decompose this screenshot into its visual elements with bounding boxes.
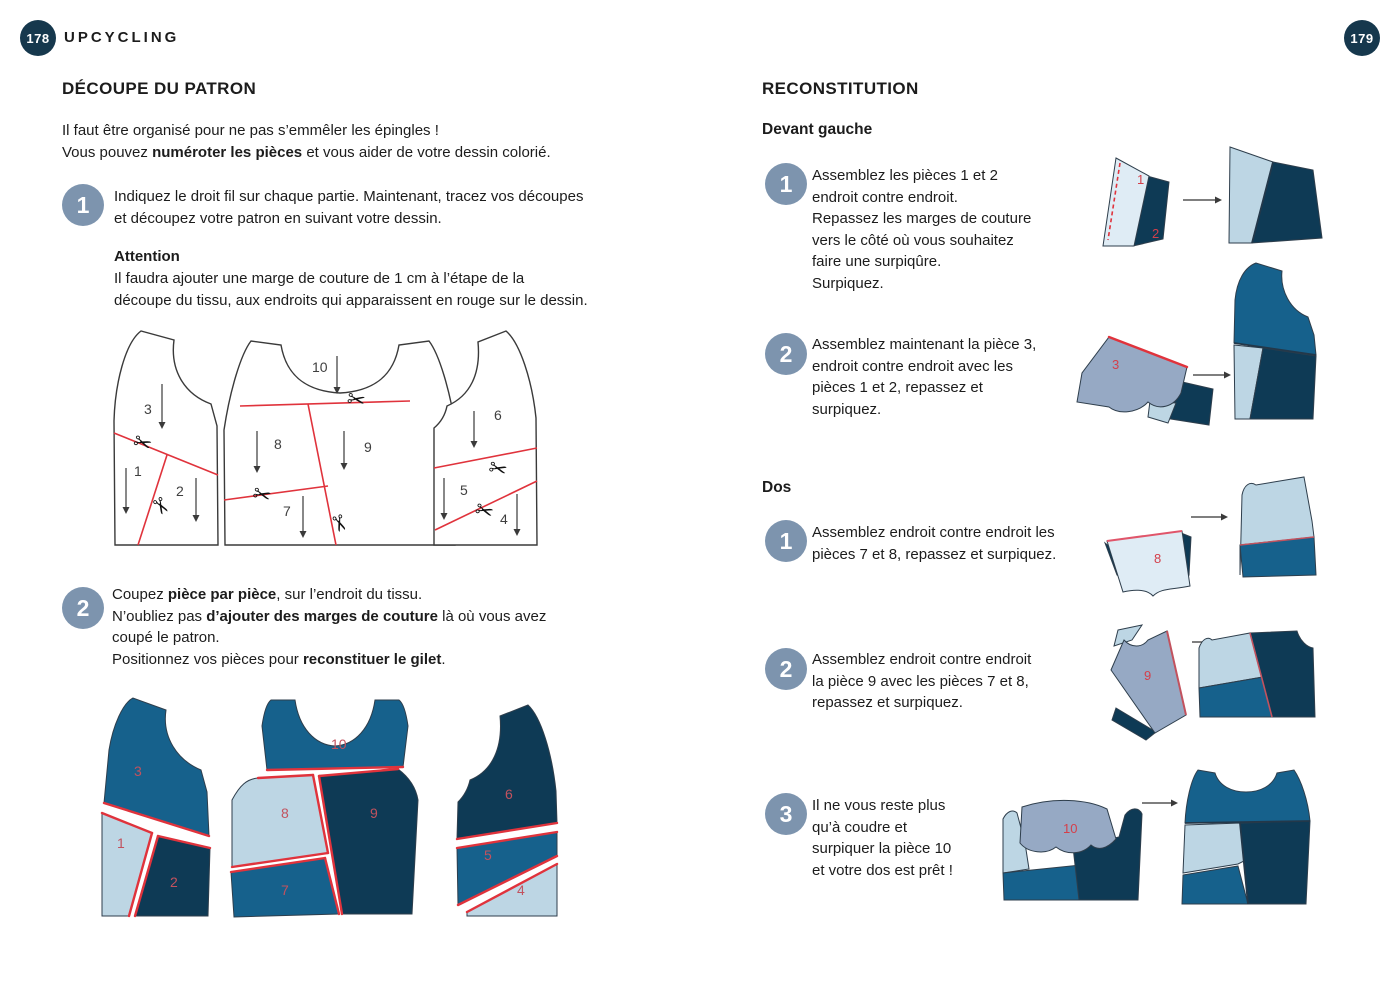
book-title: UPCYCLING	[64, 29, 180, 46]
svg-text:9: 9	[1144, 668, 1152, 683]
arrow-icon	[1191, 514, 1228, 521]
step-number-badge: 1	[765, 520, 807, 562]
svg-text:3: 3	[144, 401, 152, 417]
svg-text:4: 4	[517, 882, 525, 898]
svg-text:5: 5	[460, 482, 468, 498]
step-text: Assemblez endroit contre endroit les pièces 7 et 8, repassez et surpiquez.	[812, 524, 1057, 563]
svg-text:1: 1	[134, 463, 142, 479]
scissors-icon: ✂	[471, 496, 497, 526]
step-text: Indiquez le droit fil sur chaque partie. Maintenant, tracez vos découpes et découpez votre patron en suivant votre dessin.	[114, 188, 584, 227]
page-number-right: 179	[1344, 20, 1380, 56]
step-text: Assemblez maintenant la pièce 3, endroit contre endroit avec les pièces 1 et 2, repassez et surpiquez.	[812, 336, 1037, 418]
step-number-badge: 3	[765, 793, 807, 835]
step-text: Il ne vous reste plus qu’à coudre et surpiquer la pièce 10 et votre dos est prêt !	[812, 797, 953, 879]
back-step2-diagram	[1100, 622, 1328, 750]
svg-text:2: 2	[1152, 226, 1160, 241]
step-number-badge: 2	[62, 587, 104, 629]
scissors-icon: ✂	[345, 385, 368, 414]
arrow-icon	[1142, 800, 1178, 807]
svg-text:1: 1	[1137, 172, 1145, 187]
section-heading-back: Dos	[762, 479, 792, 496]
svg-text:8: 8	[281, 805, 289, 821]
scissors-icon: ✂	[129, 428, 156, 458]
svg-text:8: 8	[274, 436, 282, 452]
piece-8-assembled	[1183, 823, 1244, 873]
attention-title: Attention	[114, 248, 180, 265]
arrow-icon	[1183, 197, 1222, 204]
front-step2-diagram	[1062, 255, 1324, 430]
piece-8-under	[1114, 625, 1142, 646]
step-number-badge: 1	[765, 163, 807, 205]
svg-text:1: 1	[117, 835, 125, 851]
svg-text:2: 2	[170, 874, 178, 890]
right-page-title: RECONSTITUTION	[762, 79, 919, 98]
scissors-icon: ✂	[485, 454, 511, 484]
back-step3-diagram	[995, 757, 1325, 909]
svg-text:9: 9	[364, 439, 372, 455]
colored-pieces-diagram	[95, 690, 567, 918]
piece-8-folded	[1107, 531, 1190, 596]
piece-3-folded	[1077, 337, 1187, 412]
piece-10-assembled	[1185, 770, 1310, 823]
svg-text:2: 2	[176, 483, 184, 499]
section-heading-front: Devant gauche	[762, 121, 873, 138]
svg-text:9: 9	[370, 805, 378, 821]
svg-text:3: 3	[1112, 357, 1120, 372]
step-number-badge: 1	[62, 184, 104, 226]
svg-text:10: 10	[1063, 821, 1078, 836]
step-number-badge: 2	[765, 648, 807, 690]
step-text: Assemblez les pièces 1 et 2 endroit contre endroit. Repassez les marges de couture vers le côté où vous souhaitez faire une surpiqûre. Surpiquez.	[812, 167, 1032, 292]
back-step1-diagram	[1093, 473, 1330, 608]
svg-text:5: 5	[484, 847, 492, 863]
piece-9-assembled	[1240, 821, 1310, 904]
page-number-left: 178	[20, 20, 56, 56]
svg-text:4: 4	[500, 511, 508, 527]
piece-3	[104, 698, 209, 836]
svg-text:7: 7	[283, 503, 291, 519]
svg-text:3: 3	[134, 763, 142, 779]
piece-3-assembled	[1234, 263, 1316, 355]
step-number-badge: 2	[765, 333, 807, 375]
piece-6	[457, 705, 557, 839]
scissors-icon: ✂	[324, 510, 354, 537]
pattern-cutting-diagram	[100, 318, 580, 548]
svg-text:6: 6	[505, 786, 513, 802]
scissors-icon: ✂	[249, 480, 275, 510]
step-text: Coupez pièce par pièce, sur l’endroit du tissu. N’oubliez pas d’ajouter des marges de couture là où vous avez coupé le patron. Positionnez vos pièces pour reconstituer le gilet.	[112, 586, 547, 668]
svg-text:8: 8	[1154, 551, 1162, 566]
intro-line: Il faut être organisé pour ne pas s’emmêler les épingles !	[62, 122, 439, 139]
attention-text: Il faudra ajouter une marge de couture de 1 cm à l’étape de la découpe du tissu, aux endroits qui apparaissent en rouge sur le dessin.	[114, 270, 588, 309]
svg-text:7: 7	[281, 882, 289, 898]
svg-text:10: 10	[312, 359, 328, 375]
arrow-icon	[1193, 372, 1231, 379]
front-step1-diagram	[1085, 142, 1330, 252]
intro-paragraph	[62, 120, 551, 163]
left-page-title: DÉCOUPE DU PATRON	[62, 79, 257, 98]
svg-text:6: 6	[494, 407, 502, 423]
intro-line: Vous pouvez numéroter les pièces et vous aider de votre dessin colorié.	[62, 143, 551, 161]
scissors-icon: ✂	[145, 492, 176, 521]
piece-10	[262, 700, 408, 770]
step-text: Assemblez endroit contre endroit la pièce 9 avec les pièces 7 et 8, repassez et surpiquez.	[812, 651, 1032, 711]
piece-8	[232, 775, 328, 867]
svg-text:10: 10	[331, 736, 347, 752]
